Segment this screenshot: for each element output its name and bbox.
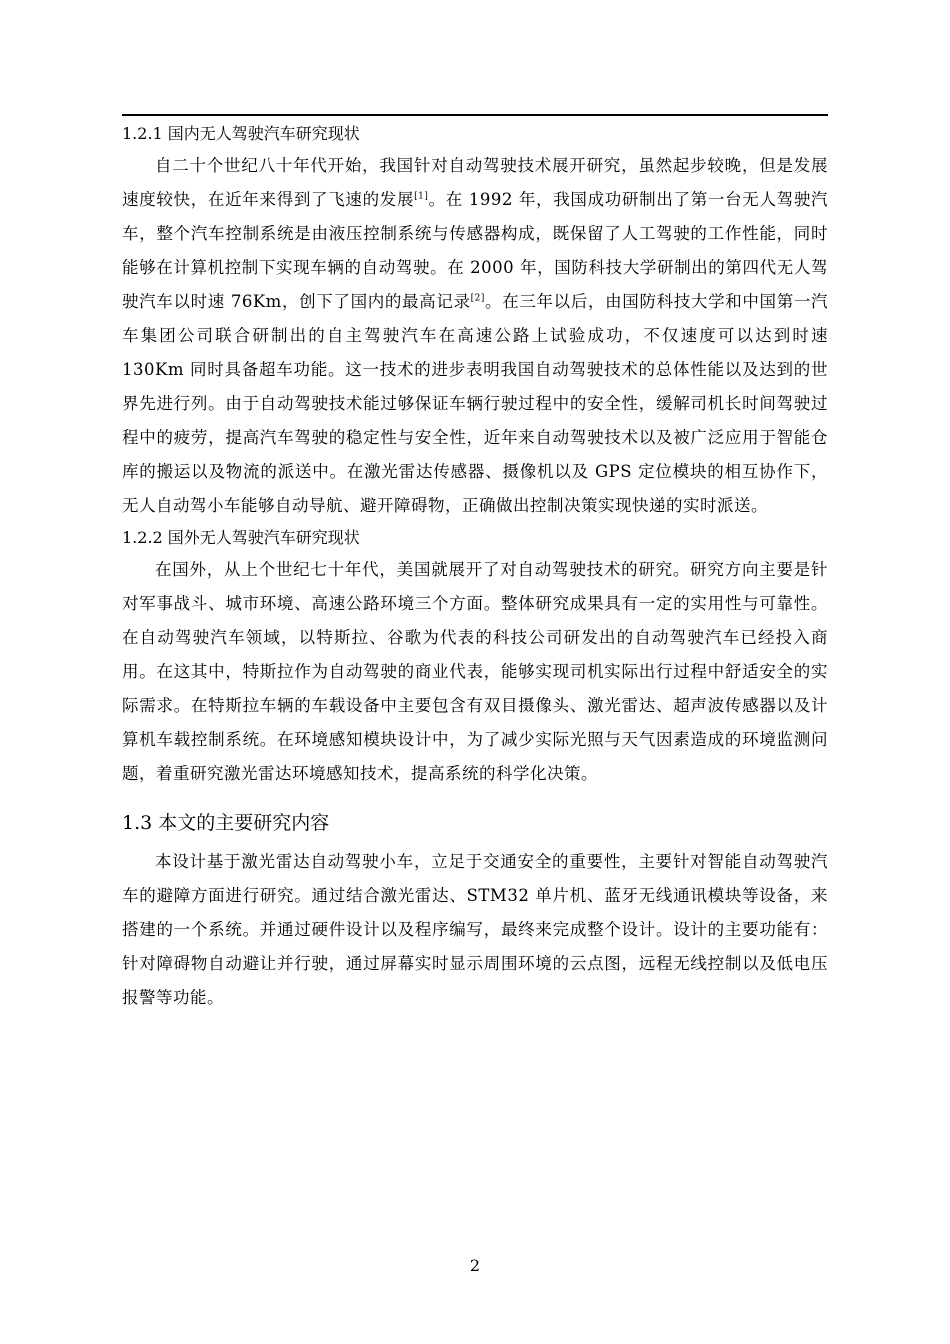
citation-2: [2] (470, 293, 485, 304)
paragraph-domestic-research (122, 149, 828, 523)
section-heading-1-3: 1.3 本文的主要研究内容 (122, 812, 330, 834)
header-rule (122, 114, 828, 116)
paragraph-foreign-research: 在国外，从上个世纪七十年代，美国就展开了对自动驾驶技术的研究。研究方向主要是针对军事战斗、城市环境、高速公路环境三个方面。整体研究成果具有一定的实用性与可靠性。在自动驾驶汽车领域，以特斯拉、谷歌为代表的科技公司研发出的自动驾驶汽车已经投入商用。在这其中，特斯拉作为自动驾驶的商业代表，能够实现司机实际出行过程中舒适安全的实际需求。在特斯拉车辆的车载设备中主要包含有双目摄像头、激光雷达、超声波传感器以及计算机车载控制系统。在环境感知模块设计中，为了减少实际光照与天气因素造成的环境监测问题，着重研究激光雷达环境感知技术，提高系统的科学化决策。 (122, 560, 828, 783)
page-content (122, 119, 828, 1015)
section-heading-1-2-2: 1.2.2 国外无人驾驶汽车研究现状 (122, 528, 360, 547)
paragraph-text-part-3: 。在三年以后，由国防科技大学和中国第一汽车集团公司联合研制出的自主驾驶汽车在高速公路上试验成功，不仅速度可以达到时速 130Km 同时具备超车功能。这一技术的进步表明我国自动驾驶技术的总体性能以及达到的世界先进行列。由于自动驾驶技术能过够保证车辆行驶过程中的安全性，缓解司机长时间驾驶过程中的疲劳，提高汽车驾驶的稳定性与安全性，近年来自动驾驶技术以及被广泛应用于智能仓库的搬运以及物流的派送中。在激光雷达传感器、摄像机以及 GPS 定位模块的相互协作下，无人自动驾小车能够自动导航、避开障碍物，正确做出控制决策实现快递的实时派送。 (122, 292, 828, 515)
paragraph-text-part-1: 自二十个世纪八十年代开始，我国针对自动驾驶技术展开研究，虽然起步较晚，但是发展速度较快，在近年来得到了飞速的发展 (122, 156, 828, 209)
citation-1: [1] (414, 191, 429, 202)
page-number: 2 (469, 1256, 481, 1275)
paragraph-main-research-content: 本设计基于激光雷达自动驾驶小车，立足于交通安全的重要性，主要针对智能自动驾驶汽车的避障方面进行研究。通过结合激光雷达、STM32 单片机、蓝牙无线通讯模块等设备，来搭建的一个系统。并通过硬件设计以及程序编写，最终来完成整个设计。设计的主要功能有：针对障碍物自动避让并行驶，通过屏幕实时显示周围环境的云点图，远程无线控制以及低电压报警等功能。 (122, 852, 828, 1007)
paragraph-text-part-2: 。在 1992 年，我国成功研制出了第一台无人驾驶汽车，整个汽车控制系统是由液压控制系统与传感器构成，既保留了人工驾驶的工作性能，同时能够在计算机控制下实现车辆的自动驾驶。在 2000 年，国防科技大学研制出的第四代无人驾驶汽车以时速 76Km，创下了国内的最高记录 (122, 190, 829, 311)
section-heading-1-2-1: 1.2.1 国内无人驾驶汽车研究现状 (122, 124, 360, 143)
